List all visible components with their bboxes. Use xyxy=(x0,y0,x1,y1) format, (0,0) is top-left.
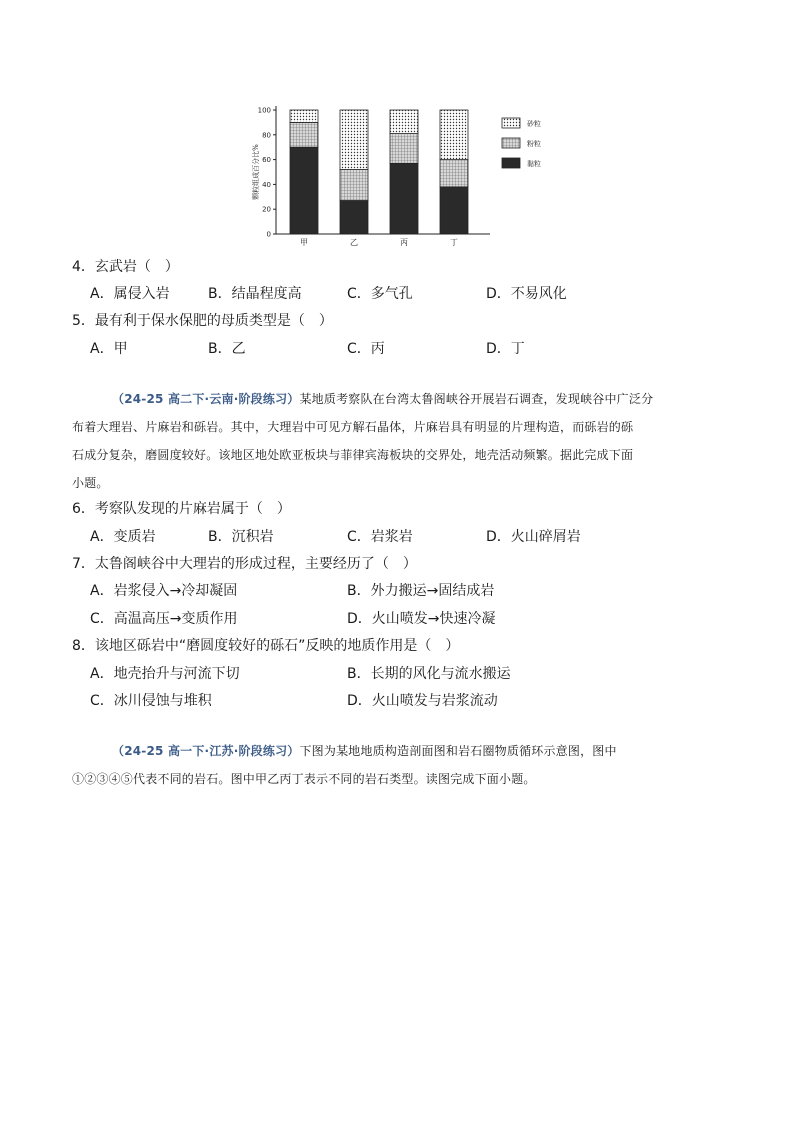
bar-乙-黏粒 xyxy=(340,201,368,234)
y-tick-label: 80 xyxy=(262,131,271,140)
x-tick-label: 乙 xyxy=(350,238,358,247)
bar-丙-粉粒 xyxy=(390,134,418,164)
passage1-source: （24-25 高二下·云南·阶段练习） xyxy=(112,392,300,406)
q8-option-c[interactable]: C．冰川侵蚀与堆积 xyxy=(90,693,212,709)
q7-option-d[interactable]: D．火山喷发→快速冷凝 xyxy=(347,611,496,627)
y-axis-label: 颗粒组成百分比% xyxy=(252,144,260,200)
q7-option-a[interactable]: A．岩浆侵入→冷却凝固 xyxy=(90,583,238,599)
q5-stem: 5．最有利于保水保肥的母质类型是（ ） xyxy=(72,313,333,329)
bar-乙-砂粒 xyxy=(340,110,368,170)
y-tick-label: 60 xyxy=(262,156,271,165)
passage1-line3: 石成分复杂，磨圆度较好。该地区地处欧亚板块与菲律宾海板块的交界处，地壳活动频繁。据此完成下面 xyxy=(72,448,634,462)
legend-swatch xyxy=(502,118,520,128)
bar-乙-粉粒 xyxy=(340,170,368,201)
bar-丁-砂粒 xyxy=(440,110,468,160)
q8-stem: 8．该地区砾岩中“磨圆度较好的砾石”反映的地质作用是（ ） xyxy=(72,638,460,654)
q4-option-c[interactable]: C．多气孔 xyxy=(347,286,413,302)
q6-option-d[interactable]: D．火山碎屑岩 xyxy=(486,529,581,545)
q8-option-a[interactable]: A．地壳抬升与河流下切 xyxy=(90,666,240,682)
q6-stem: 6．考察队发现的片麻岩属于（ ） xyxy=(72,501,291,517)
q7-option-b[interactable]: B．外力搬运→固结成岩 xyxy=(347,583,495,599)
soil-particle-chart xyxy=(248,94,578,254)
q4-stem: 4．玄武岩（ ） xyxy=(72,259,179,275)
q5-option-d[interactable]: D．丁 xyxy=(486,341,525,357)
q8-option-d[interactable]: D．火山喷发与岩浆流动 xyxy=(347,693,498,709)
passage2-line1: （24-25 高一下·江苏·阶段练习）下图为某地地质构造剖面图和岩石圈物质循环示意图，图中 xyxy=(112,744,617,758)
q5-option-c[interactable]: C．丙 xyxy=(347,341,385,357)
q4-option-b[interactable]: B．结晶程度高 xyxy=(208,286,302,302)
x-tick-label: 丁 xyxy=(450,238,458,247)
q7-option-c[interactable]: C．高温高压→变质作用 xyxy=(90,611,238,627)
q5-option-b[interactable]: B．乙 xyxy=(208,341,246,357)
passage2-line2: ①②③④⑤代表不同的岩石。图中甲乙丙丁表示不同的岩石类型。读图完成下面小题。 xyxy=(72,772,536,786)
legend-swatch xyxy=(502,158,520,168)
q7-stem: 7．太鲁阁峡谷中大理岩的形成过程，主要经历了（ ） xyxy=(72,556,417,572)
bar-甲-粉粒 xyxy=(290,122,318,147)
bar-甲-砂粒 xyxy=(290,110,318,122)
y-tick-label: 0 xyxy=(266,230,271,239)
bar-丙-砂粒 xyxy=(390,110,418,134)
bar-丁-粉粒 xyxy=(440,160,468,187)
passage1-line4: 小题。 xyxy=(72,476,109,490)
x-tick-label: 丙 xyxy=(400,238,408,247)
legend-label: 粉粒 xyxy=(527,140,541,148)
legend-swatch xyxy=(502,138,520,148)
bar-甲-黏粒 xyxy=(290,147,318,234)
legend-label: 黏粒 xyxy=(527,160,541,168)
passage1-line2: 布着大理岩、片麻岩和砾岩。其中，大理岩中可见方解石晶体，片麻岩具有明显的片理构造，而砾岩的砾 xyxy=(72,420,634,434)
q5-option-a[interactable]: A．甲 xyxy=(90,341,128,357)
x-tick-label: 甲 xyxy=(300,238,308,247)
y-tick-label: 20 xyxy=(262,205,271,214)
y-tick-label: 40 xyxy=(262,180,271,189)
y-tick-label: 100 xyxy=(257,106,271,115)
bar-丁-黏粒 xyxy=(440,187,468,234)
q8-option-b[interactable]: B．长期的风化与流水搬运 xyxy=(347,666,511,682)
q4-option-a[interactable]: A．属侵入岩 xyxy=(90,286,170,302)
q6-option-b[interactable]: B．沉积岩 xyxy=(208,529,274,545)
q6-option-a[interactable]: A．变质岩 xyxy=(90,529,156,545)
q6-option-c[interactable]: C．岩浆岩 xyxy=(347,529,413,545)
passage2-source: （24-25 高一下·江苏·阶段练习） xyxy=(112,744,300,758)
bar-丙-黏粒 xyxy=(390,163,418,234)
legend-label: 砂粒 xyxy=(527,120,541,128)
passage1-line1: （24-25 高二下·云南·阶段练习）某地质考察队在台湾太鲁阁峡谷开展岩石调查，发现峡谷中广泛分 xyxy=(112,392,654,406)
q4-option-d[interactable]: D．不易风化 xyxy=(486,286,567,302)
